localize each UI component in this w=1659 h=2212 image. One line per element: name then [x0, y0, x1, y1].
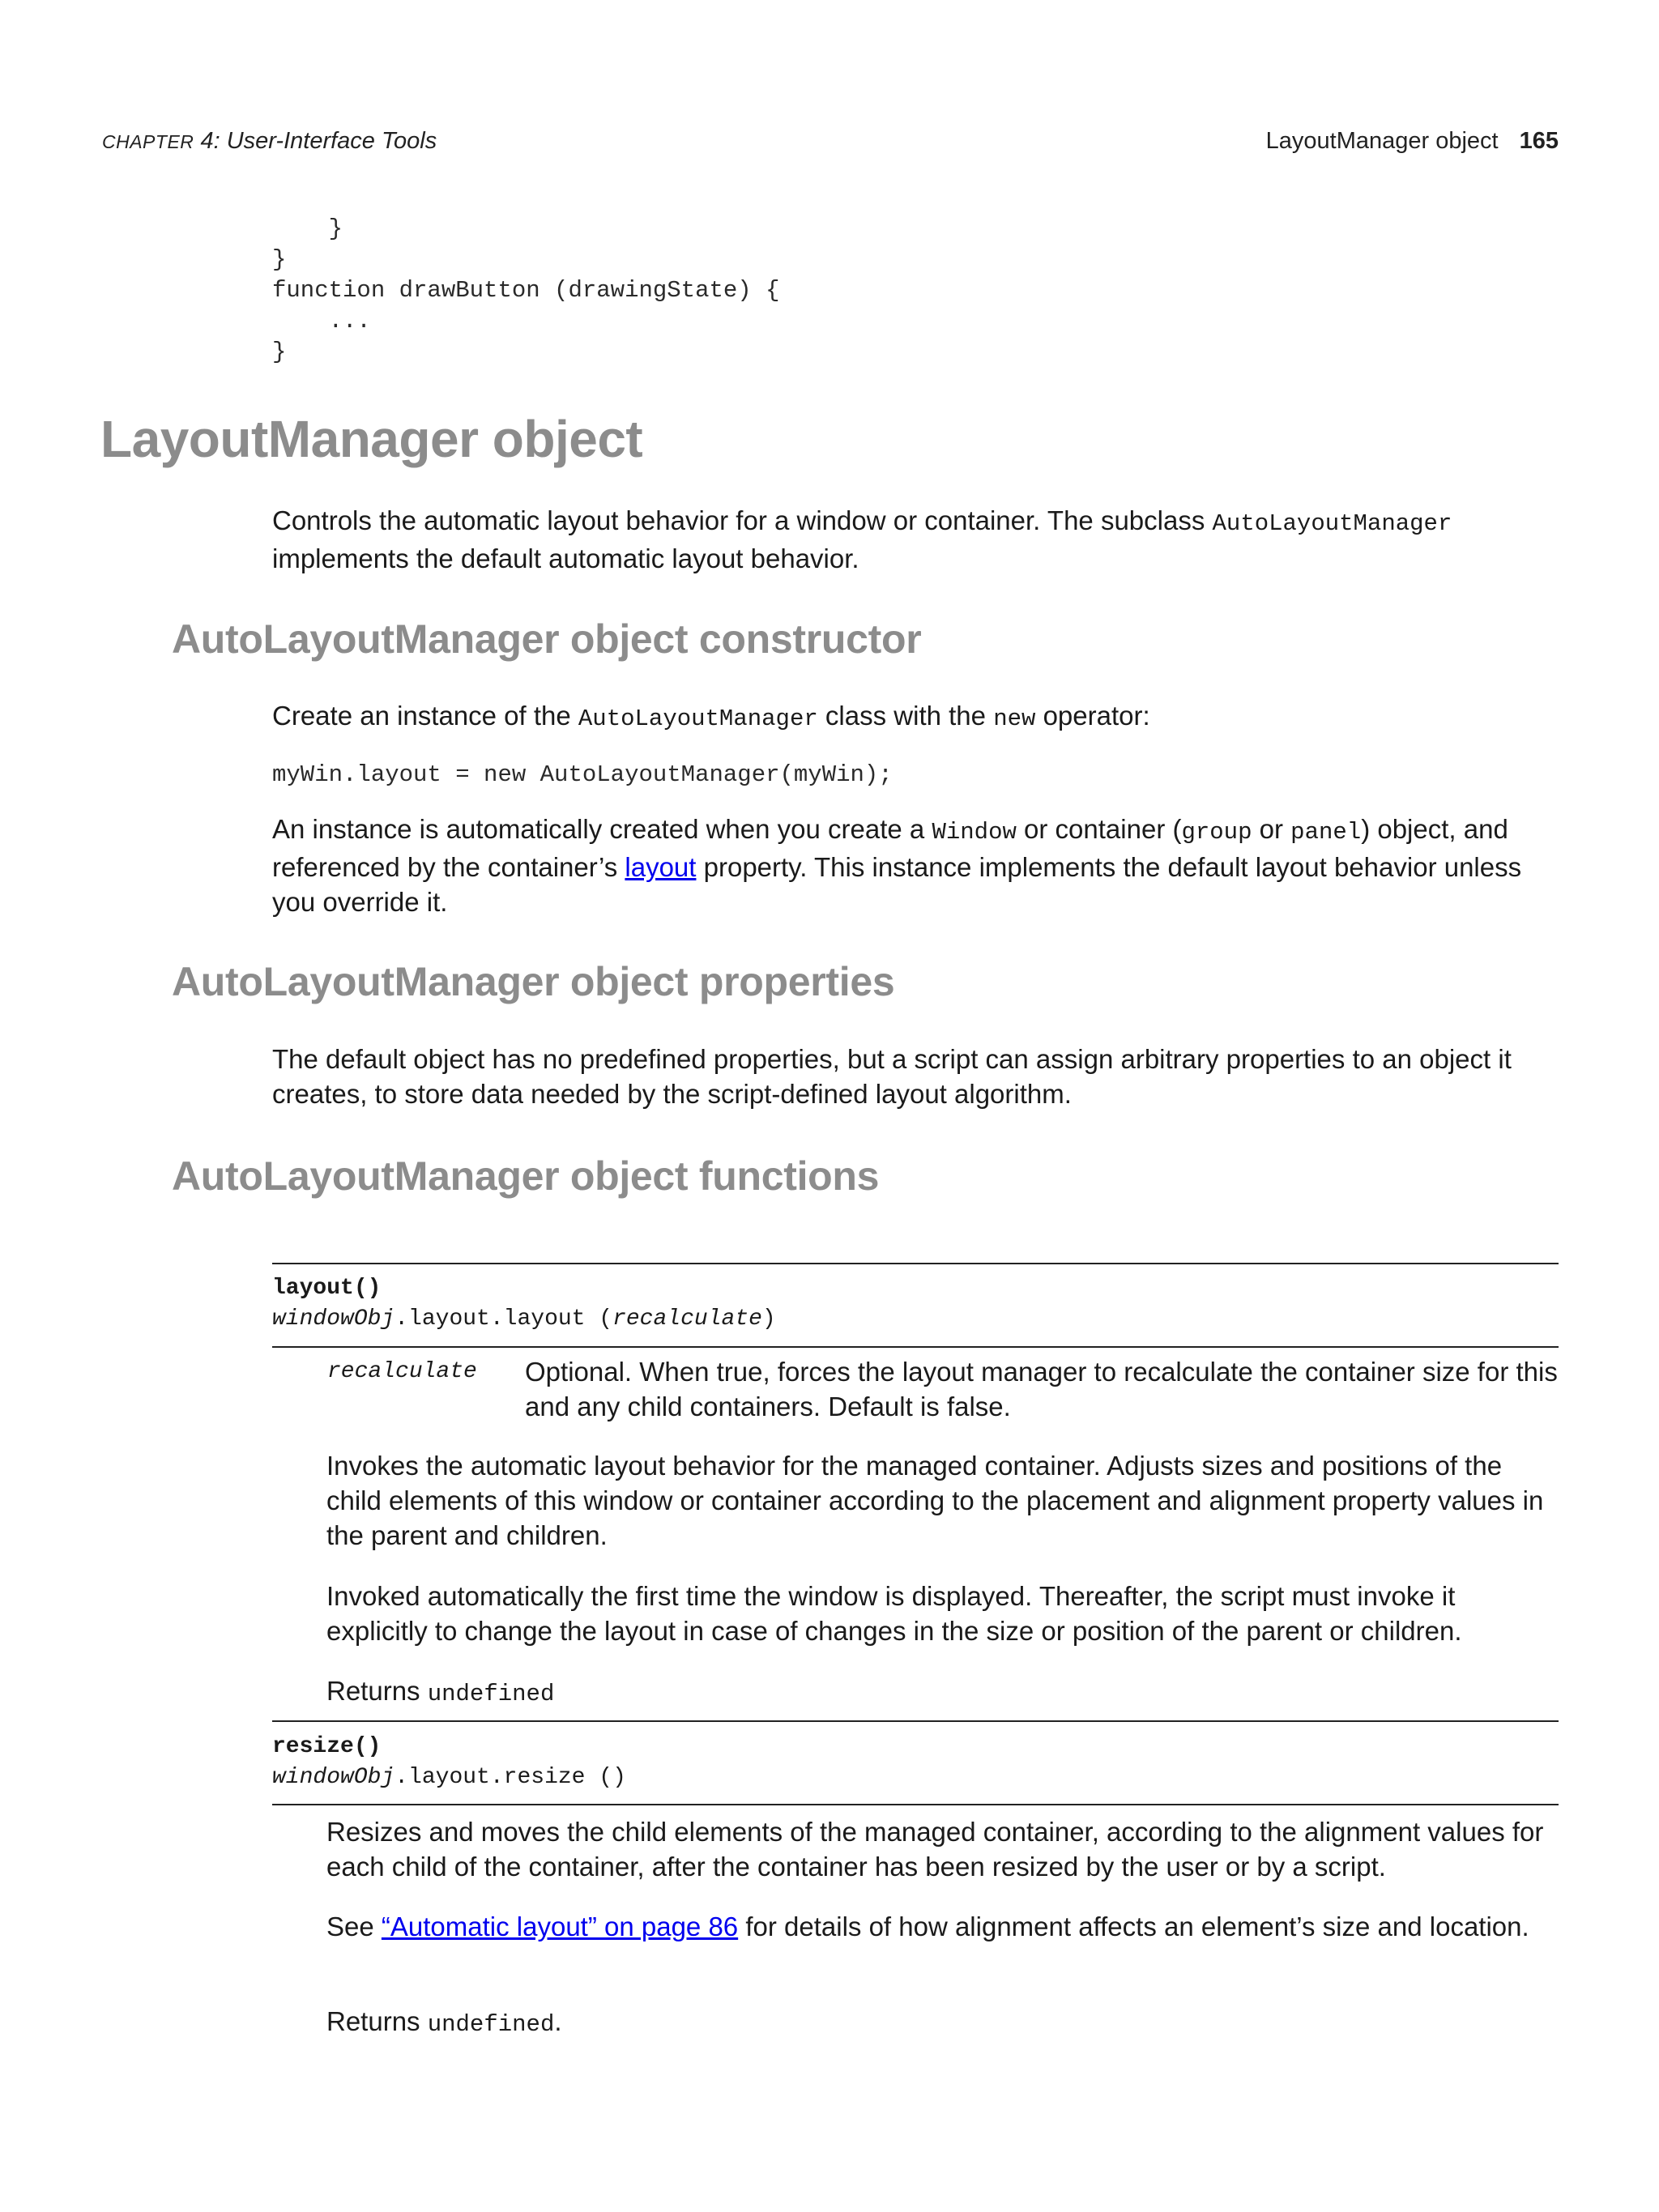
param-name-recalculate: recalculate — [327, 1359, 477, 1384]
inline-code: new — [993, 705, 1036, 732]
param-description: Optional. When true, forces the layout manager to recalculate the container size for this and any child containers. Default is false. — [525, 1357, 1558, 1421]
functions-heading: AutoLayoutManager object functions — [172, 1153, 880, 1199]
divider-rule — [272, 1720, 1559, 1722]
resize-description: Resizes and moves the child elements of the managed container, according to the alignment values for each child of the container, after the container has been resized by the user or by a script. — [326, 1817, 1544, 1882]
section-intro: Controls the automatic layout behavior for a window or container. The subclass AutoLayoutManager implements the default automatic layout behavior. — [272, 505, 1452, 573]
constructor-paragraph-2: An instance is automatically created when you create a Window or container (group or panel) object, and referenced by the container’s layout property. This instance implements the default layout behavior unless you override it. — [272, 814, 1522, 917]
code-block-top — [272, 214, 780, 368]
code-line: ... — [272, 308, 371, 335]
divider-rule — [272, 1263, 1559, 1264]
chapter-title: User-Interface Tools — [226, 128, 437, 154]
running-header-section-title: LayoutManager object — [1265, 128, 1499, 154]
layout-description-1: Invokes the automatic layout behavior for the managed container. Adjusts sizes and positions of the child elements of this window or container according to the placement and alignment property values in the parent and children. — [326, 1451, 1544, 1550]
resize-returns: Returns undefined. — [326, 2006, 562, 2038]
code-line: function drawButton (drawingState) { — [272, 277, 780, 304]
inline-code: AutoLayoutManager — [578, 705, 818, 732]
constructor-paragraph-1: Create an instance of the AutoLayoutManager class with the new operator: — [272, 701, 1150, 732]
layout-returns: Returns undefined — [326, 1676, 555, 1707]
chapter-number: 4: — [194, 128, 227, 154]
constructor-code: myWin.layout = new AutoLayoutManager(myWin); — [272, 761, 893, 788]
code-line: } — [272, 215, 343, 242]
automatic-layout-link[interactable]: “Automatic layout” on page 86 — [381, 1912, 739, 1941]
running-header-chapter — [102, 128, 437, 155]
section-heading: LayoutManager object — [100, 410, 643, 468]
code-line: } — [272, 339, 287, 365]
properties-paragraph: The default object has no predefined properties, but a script can assign arbitrary properties to an object it creates, to store data needed by the script-defined layout algorithm. — [272, 1044, 1512, 1109]
resize-function-usage: windowObj.layout.resize () — [272, 1765, 626, 1790]
chapter-label: CHAPTER — [102, 131, 194, 152]
page-number: 165 — [1519, 128, 1559, 154]
inline-code: undefined — [427, 1681, 555, 1707]
inline-code: panel — [1290, 819, 1362, 846]
constructor-heading: AutoLayoutManager object constructor — [172, 616, 922, 662]
running-header-section — [1266, 128, 1559, 155]
resize-see-also: See “Automatic layout” on page 86 for details of how alignment affects an element’s size and location. — [326, 1912, 1529, 1941]
layout-function-usage: windowObj.layout.layout (recalculate) — [272, 1306, 776, 1332]
divider-rule — [272, 1346, 1559, 1348]
properties-heading: AutoLayoutManager object properties — [172, 959, 895, 1004]
layout-function-name: layout() — [272, 1276, 382, 1301]
inline-code: Window — [932, 819, 1017, 846]
layout-description-2: Invoked automatically the first time the window is displayed. Thereafter, the script must invoke it explicitly to change the layout in case of changes in the size or position of the parent or children. — [326, 1581, 1462, 1646]
code-line: } — [272, 246, 287, 273]
inline-code: AutoLayoutManager — [1212, 510, 1452, 537]
divider-rule — [272, 1804, 1559, 1805]
resize-function-name: resize() — [272, 1734, 382, 1759]
layout-property-link[interactable]: layout — [625, 852, 697, 882]
inline-code: group — [1181, 819, 1252, 846]
inline-code: undefined — [427, 2011, 555, 2038]
